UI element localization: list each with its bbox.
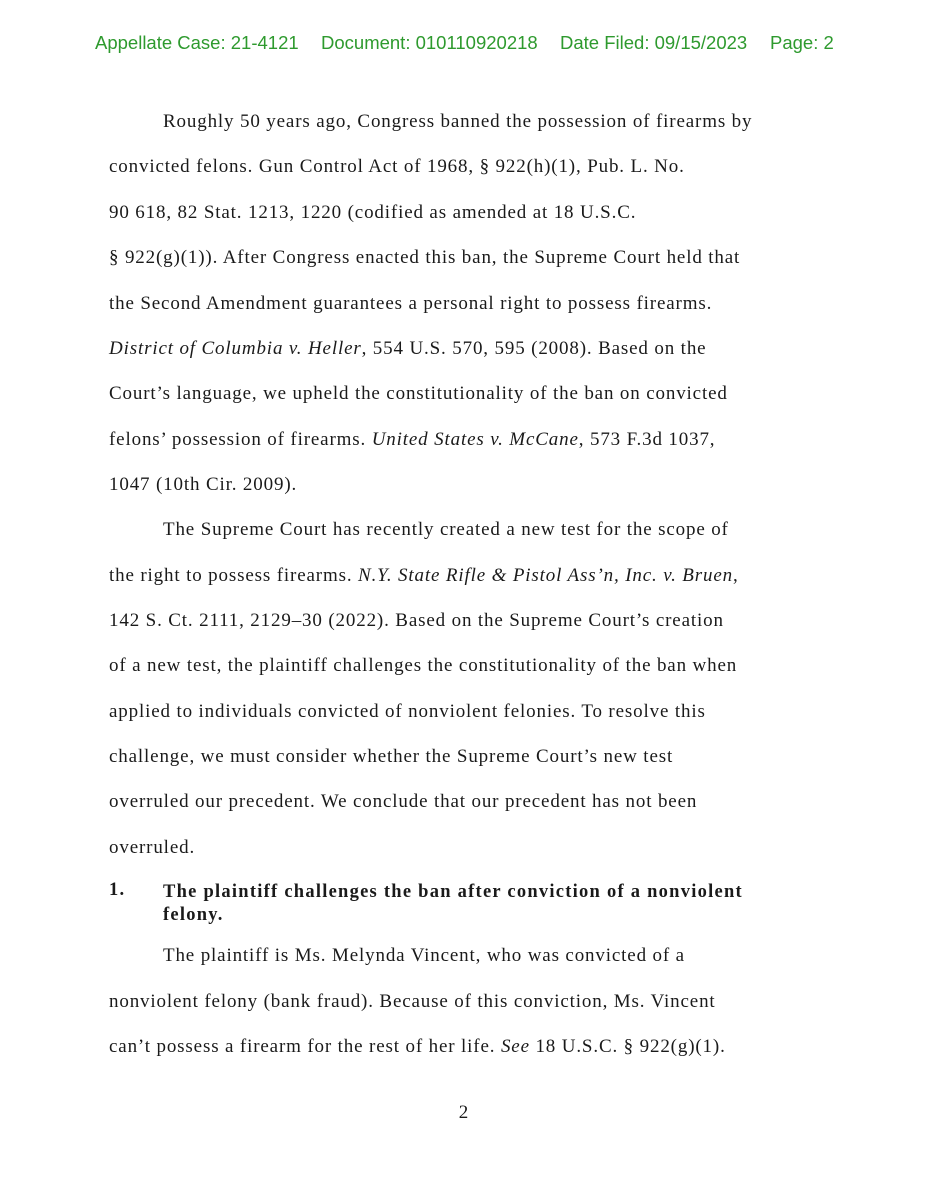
text-line: § 922(g)(1)). After Congress enacted this ban, the Supreme Court held that: [109, 247, 741, 268]
text-line: [109, 337, 706, 361]
citation-signal: See: [500, 1036, 530, 1057]
text-line: challenge, we must consider whether the Supreme Court’s new test: [109, 746, 674, 767]
header-case-number: Appellate Case: 21-4121: [95, 32, 299, 53]
filing-header: [0, 32, 927, 60]
text-line: 90 618, 82 Stat. 1213, 1220 (codified as amended at 18 U.S.C.: [109, 202, 637, 223]
text-line: The plaintiff is Ms. Melynda Vincent, who was convicted of a: [163, 945, 685, 966]
text-line: overruled.: [109, 837, 196, 858]
text-line: 142 S. Ct. 2111, 2129–30 (2022). Based on the Supreme Court’s creation: [109, 610, 724, 631]
text-line: The Supreme Court has recently created a new test for the scope of: [163, 519, 729, 540]
text-line: of a new test, the plaintiff challenges the constitutionality of the ban when: [109, 655, 738, 676]
section-number: 1.: [109, 880, 126, 900]
text-line: Roughly 50 years ago, Congress banned the possession of firearms by: [163, 111, 753, 132]
text-segment: ,: [732, 565, 739, 586]
page-number: 2: [458, 1102, 469, 1123]
text-segment: felons’ possession of firearms.: [109, 429, 372, 450]
text-segment: 18 U.S.C. § 922(g)(1).: [529, 1036, 726, 1057]
case-citation: N.Y. State Rifle & Pistol Ass’n, Inc. v. Bruen: [358, 565, 733, 586]
text-line: overruled our precedent. We conclude that our precedent has not been: [109, 791, 698, 812]
text-line: Court’s language, we upheld the constitutionality of the ban on convicted: [109, 383, 728, 404]
text-line: [109, 564, 739, 588]
text-line: [109, 428, 715, 452]
text-segment: can’t possess a firearm for the rest of her life.: [109, 1036, 501, 1057]
text-line: 1047 (10th Cir. 2009).: [109, 474, 298, 495]
header-date-filed: Date Filed: 09/15/2023: [560, 32, 748, 53]
section-title-line: felony.: [163, 905, 224, 925]
header-document-number: Document: 010110920218: [321, 32, 538, 53]
text-segment: , 554 U.S. 570, 595 (2008). Based on the: [361, 338, 707, 359]
text-line: the Second Amendment guarantees a personal right to possess firearms.: [109, 293, 713, 314]
text-line: nonviolent felony (bank fraud). Because of this conviction, Ms. Vincent: [109, 991, 716, 1012]
text-segment: , 573 F.3d 1037,: [578, 429, 716, 450]
text-line: [109, 1035, 726, 1059]
header-page: Page: 2: [770, 32, 834, 53]
case-citation: United States v. McCane: [371, 429, 579, 450]
case-citation: District of Columbia v. Heller: [109, 338, 362, 359]
section-title-line: The plaintiff challenges the ban after conviction of a nonviolent: [163, 882, 743, 902]
text-segment: the right to possess firearms.: [109, 565, 359, 586]
text-line: applied to individuals convicted of nonviolent felonies. To resolve this: [109, 701, 706, 722]
text-line: convicted felons. Gun Control Act of 1968, § 922(h)(1), Pub. L. No.: [109, 156, 685, 177]
